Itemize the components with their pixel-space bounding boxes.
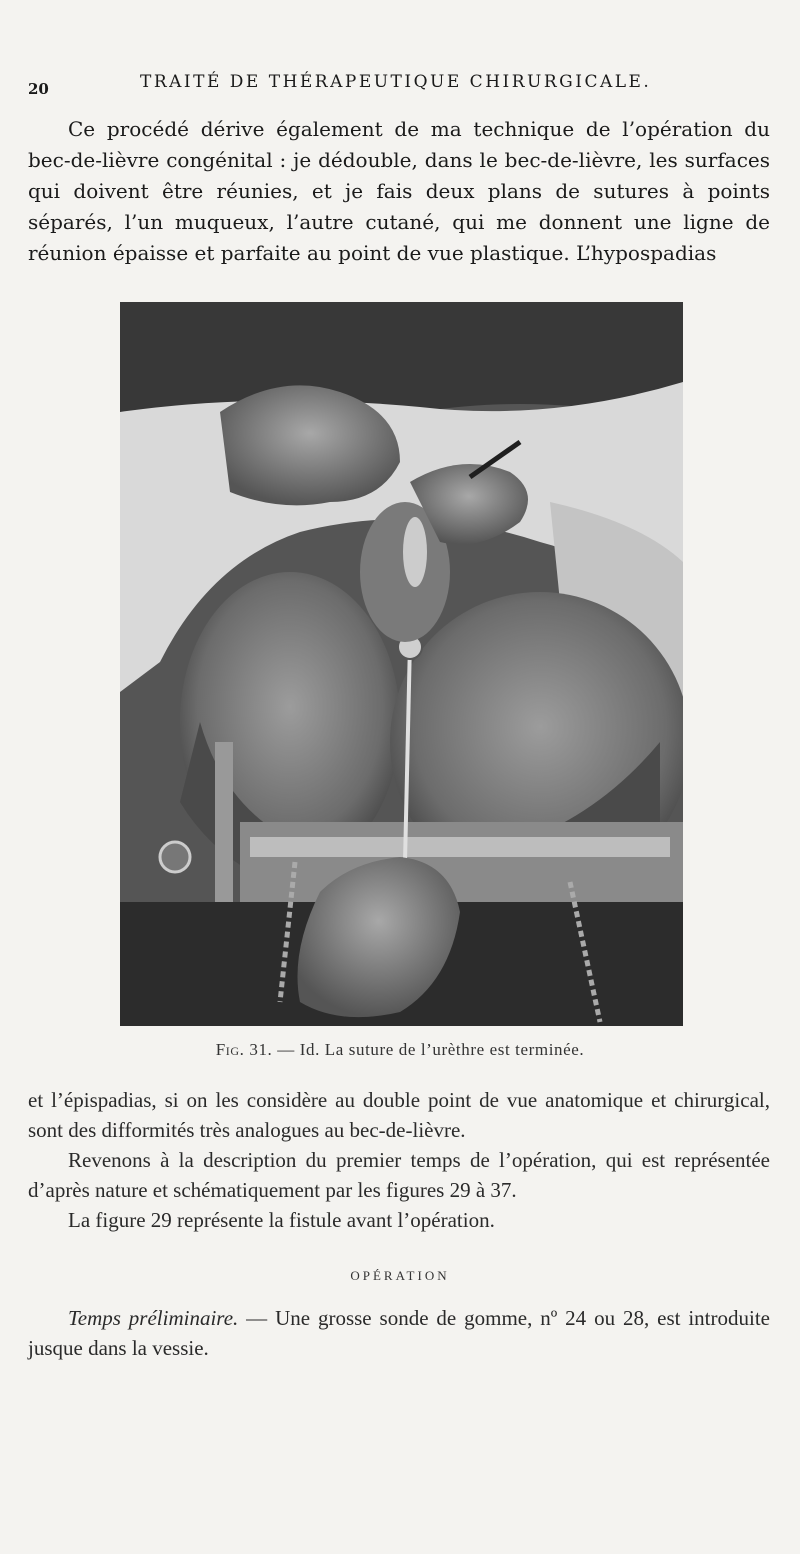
paragraph-line-3: La figure 29 représente la fistule avant l’opération. bbox=[68, 1208, 495, 1232]
figure-label: Fig. 31. bbox=[215, 1040, 273, 1059]
figure-caption-text: — Id. La suture de l’urèthre est terminée. bbox=[272, 1040, 585, 1059]
running-title: TRAITÉ DE THÉRAPEUTIQUE CHIRURGICALE. bbox=[140, 72, 652, 92]
section-heading: OPÉRATION bbox=[350, 1268, 450, 1283]
surgical-photograph bbox=[120, 302, 683, 1026]
paragraph-lead: Temps préliminaire. bbox=[68, 1306, 239, 1330]
paragraph-last-text: — Une grosse sonde de gomme, nº 24 ou 28, est introduite jusque dans la vessie. bbox=[28, 1306, 770, 1360]
paragraph-line-1: et l’épispadias, si on les considère au double point de vue anatomique et chirurgical, sont des difformités très analogues au bec-de-lièvre. bbox=[28, 1088, 770, 1142]
paragraph-after-figure bbox=[28, 1085, 770, 1235]
paragraph-line-2: Revenons à la description du premier temps de l’opération, qui est représentée d’après nature et schématiquement par les figures 29 à 37. bbox=[28, 1148, 770, 1202]
surgical-photograph-illustration bbox=[120, 302, 683, 1026]
figure-caption bbox=[0, 1040, 800, 1060]
paragraph-top: Ce procédé dérive également de ma technique de l’opération du bec-de-lièvre congénital : je dédouble, dans le bec-de-lièvre, les surfaces qui doivent être réunies, et je fais deux plans de sutures à points séparés, l’un muqueux, l’autre cutané, qui me donnent une ligne de réunion épaisse et parfaite au point de vue plastique. L’hypospadias bbox=[28, 117, 770, 265]
paragraph-last bbox=[28, 1303, 770, 1363]
page-number: 20 bbox=[28, 80, 49, 98]
